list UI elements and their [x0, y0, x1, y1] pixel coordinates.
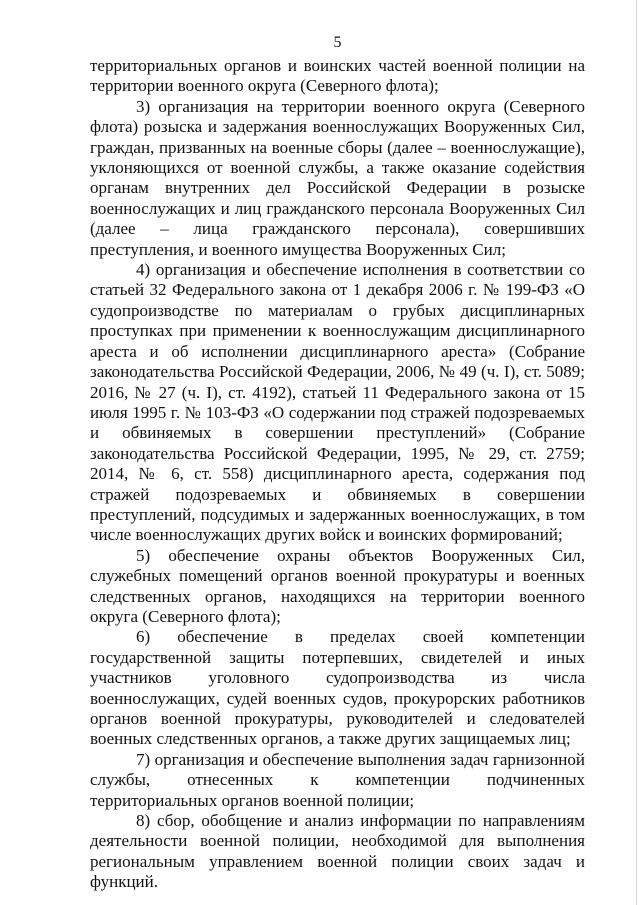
paragraph-item-3: 3) организация на территории военного округа (Северного флота) розыска и задержания военнослужащих Вооруженных Сил, граждан, призванных на военные сборы (далее – военнослужащие), уклоняющихся от военной службы, а также оказание содействия органам внутренних дел Российской Федерации в розыске военнослужащих и лиц гражданского персонала Вооруженных Сил (далее – лица гражданского персонала), совершивших преступления, и военного имущества Вооруженных Сил; [90, 96, 585, 259]
paragraph-item-6: 6) обеспечение в пределах своей компетенции государственной защиты потерпевших, свидетелей и иных участников уголовного судопроизводства из числа военнослужащих, судей военных судов, прокурорских работников органов военной прокуратуры, руководителей и следователей военных следственных органов, а также других защищаемых лиц; [90, 627, 585, 749]
paragraph-item-5: 5) обеспечение охраны объектов Вооруженных Сил, служебных помещений органов военной прокуратуры и военных следственных органов, находящихся на территории военного округа (Северного флота); [90, 545, 585, 626]
paragraph-item-8: 8) сбор, обобщение и анализ информации по направлениям деятельности военной полиции, необходимой для выполнения региональным управлением военной полиции своих задач и функций. [90, 811, 585, 892]
paragraph-item-7: 7) организация и обеспечение выполнения задач гарнизонной службы, отнесенных к компетенции подчиненных территориальных органов военной полиции; [90, 749, 585, 810]
paragraph-continuation: территориальных органов и воинских частей военной полиции на территории военного округа (Северного флота); [90, 56, 585, 96]
page-number: 5 [333, 34, 342, 51]
scan-edge-line [636, 0, 637, 905]
paragraph-item-4: 4) организация и обеспечение исполнения в соответствии со статьей 32 Федерального закона от 1 декабря 2006 г. № 199-ФЗ «О судопроизводстве по материалам о грубых дисциплинарных проступках при применении к военнослужащим дисциплинарного ареста и об исполнении дисциплинарного ареста» (Собрание законодательства Российской Федерации, 2006, № 49 (ч. I), ст. 5089; 2016, № 27 (ч. I), ст. 4192), статьей 11 Федерального закона от 15 июля 1995 г. № 103-ФЗ «О содержании под стражей подозреваемых и обвиняемых в совершении преступлений» (Собрание законодательства Российской Федерации, 1995, № 29, ст. 2759; 2014, № 6, ст. 558) дисциплинарного ареста, содержания под стражей подозреваемых и обвиняемых в совершении преступлений, подсудимых и задержанных военнослужащих, в том числе военнослужащих других войск и воинских формирований; [90, 260, 585, 545]
